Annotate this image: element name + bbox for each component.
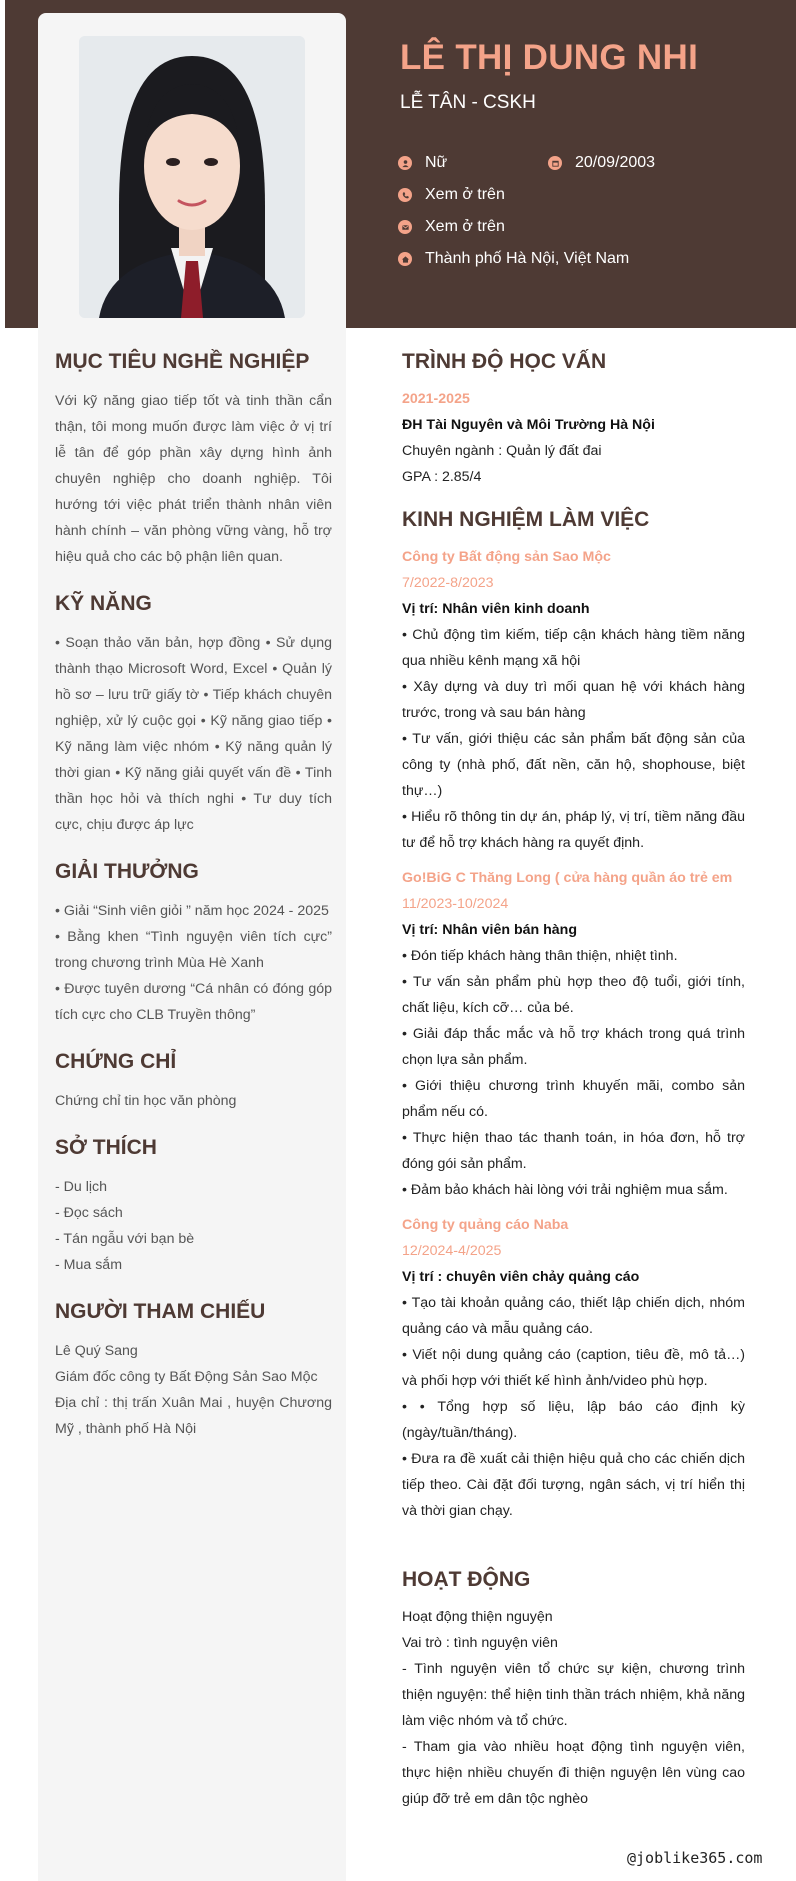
hobby-item: - Mua sắm (55, 1257, 123, 1273)
activity-role: Vai trò : tình nguyện viên (402, 1635, 558, 1651)
job-bullet: • • Tổng hợp số liệu, lập báo cáo định kỳ (ngày/tuần/tháng). (402, 1399, 745, 1441)
job-entry (402, 865, 745, 1203)
award-item: • Được tuyên dương “Cá nhân có đóng góp tích cực cho CLB Truyền thông” (55, 981, 332, 1023)
hobbies-list (55, 1174, 332, 1278)
home-icon (398, 252, 412, 266)
references-title: NGƯỜI THAM CHIẾU (55, 1300, 266, 1323)
hobby-item: - Đọc sách (55, 1205, 123, 1221)
awards-list (55, 898, 332, 1028)
mail-icon (398, 220, 412, 234)
job-bullet: • Viết nội dung quảng cáo (caption, tiêu đề, mô tả…) và phối hợp với thiết kế hình ảnh/video phù hợp. (402, 1347, 745, 1389)
candidate-role: LỄ TÂN - CSKH (400, 92, 536, 113)
activity-name: Hoạt động thiện nguyện (402, 1609, 553, 1625)
hobbies-title: SỞ THÍCH (55, 1136, 157, 1159)
job-period: 12/2024-4/2025 (402, 1243, 502, 1259)
calendar-icon (548, 156, 562, 170)
job-bullet: • Chủ động tìm kiếm, tiếp cận khách hàng tiềm năng qua nhiều kênh mạng xã hội (402, 627, 745, 669)
hobby-item: - Tán ngẫu với bạn bè (55, 1231, 195, 1247)
certificates-title: CHỨNG CHỈ (55, 1050, 177, 1073)
job-entry (402, 1212, 745, 1524)
contact-address (398, 250, 629, 268)
activities-title: HOẠT ĐỘNG (402, 1568, 531, 1591)
job-bullet: • Giới thiệu chương trình khuyến mãi, combo sản phẩm nếu có. (402, 1078, 745, 1120)
activities-block (402, 1604, 745, 1812)
job-position: Vị trí: Nhân viên kinh doanh (402, 601, 590, 617)
contact-gender (398, 154, 447, 172)
contact-birthdate-value: 20/09/2003 (575, 154, 656, 171)
job-bullet: • Đảm bảo khách hài lòng với trải nghiệm mua sắm. (402, 1182, 728, 1198)
job-position: Vị trí : chuyên viên chảy quảng cáo (402, 1269, 640, 1285)
reference-address: Địa chỉ : thị trấn Xuân Mai , huyện Chương Mỹ , thành phố Hà Nội (55, 1395, 332, 1437)
contact-gender-value: Nữ (425, 154, 448, 171)
reference-position: Giám đốc công ty Bất Động Sản Sao Mộc (55, 1369, 318, 1385)
certificates-text: Chứng chỉ tin học văn phòng (55, 1093, 237, 1109)
education-school: ĐH Tài Nguyên và Môi Trường Hà Nội (402, 417, 655, 433)
experience-title: KINH NGHIỆM LÀM VIỆC (402, 508, 650, 531)
contact-birthdate (548, 154, 655, 172)
job-position: Vị trí: Nhân viên bán hàng (402, 922, 577, 938)
job-bullet: • Hiểu rõ thông tin dự án, pháp lý, vị trí, tiềm năng đầu tư để hỗ trợ khách hàng ra quyết định. (402, 809, 745, 851)
award-item: • Giải “Sinh viên giỏi ” năm học 2024 - 2025 (55, 903, 329, 919)
reference-name: Lê Quý Sang (55, 1343, 138, 1359)
skills-text: • Soạn thảo văn bản, hợp đồng • Sử dụng thành thạo Microsoft Word, Excel • Quản lý hồ sơ – lưu trữ giấy tờ • Tiếp khách chuyên nghiệp, xử lý cuộc gọi • Kỹ năng giao tiếp • Kỹ năng làm việc nhóm • Kỹ năng quản lý thời gian • Kỹ năng giải quyết vấn đề • Tinh thần học hỏi và thích nghi • Tư duy tích cực, chịu được áp lực (55, 635, 332, 833)
skills-title: KỸ NĂNG (55, 592, 152, 615)
job-bullet: • Tư vấn, giới thiệu các sản phẩm bất động sản của công ty (nhà phố, đất nền, căn hộ, shophouse, biệt thự…) (402, 731, 745, 799)
job-bullet: • Đưa ra đề xuất cải thiện hiệu quả cho các chiến dịch tiếp theo. Cài đặt đối tượng, ngân sách, vị trí hiển thị và thời gian chạy. (402, 1451, 745, 1519)
contact-phone-value: Xem ở trên (425, 186, 505, 203)
job-entry (402, 544, 745, 856)
awards-title: GIẢI THƯỞNG (55, 860, 199, 883)
candidate-name: LÊ THỊ DUNG NHI (400, 38, 699, 77)
job-company: Công ty Bất động sản Sao Mộc (402, 549, 611, 565)
contact-address-value: Thành phố Hà Nội, Việt Nam (425, 250, 630, 267)
education-period: 2021-2025 (402, 391, 470, 407)
watermark: @joblike365.com (627, 1849, 763, 1867)
activity-item: - Tình nguyện viên tổ chức sự kiện, chương trình thiện nguyện: thể hiện tinh thần trách nhiệm, khả năng làm việc nhóm và tổ chức. (402, 1661, 745, 1729)
job-bullet: • Đón tiếp khách hàng thân thiện, nhiệt tình. (402, 948, 678, 964)
job-company: Go!BiG C Thăng Long ( cửa hàng quần áo trẻ em (402, 870, 733, 886)
objective-title: MỤC TIÊU NGHỀ NGHIỆP (55, 350, 310, 373)
education-gpa: GPA : 2.85/4 (402, 469, 482, 485)
job-bullet: • Thực hiện thao tác thanh toán, in hóa đơn, hỗ trợ đóng gói sản phẩm. (402, 1130, 745, 1172)
references-block (55, 1338, 332, 1442)
award-item: • Bằng khen “Tình nguyện viên tích cực” trong chương trình Mùa Hè Xanh (55, 929, 332, 971)
job-bullet: • Xây dựng và duy trì mối quan hệ với khách hàng trước, trong và sau bán hàng (402, 679, 745, 721)
contact-phone (398, 186, 505, 204)
education-block (402, 386, 745, 490)
activity-item: - Tham gia vào nhiều hoạt động tình nguyện viên, thực hiện nhiều chuyến đi thiện nguyện lên vùng cao giúp đỡ trẻ em dân tộc nghèo (402, 1739, 745, 1807)
job-period: 11/2023-10/2024 (402, 896, 509, 912)
objective-text: Với kỹ năng giao tiếp tốt và tinh thần cẩn thận, tôi mong muốn được làm việc ở vị trí lễ tân để góp phần xây dựng hình ảnh chuyên nghiệp cho doanh nghiệp. Tôi hướng tới việc phát triển thành nhân viên hành chính – văn phòng vững vàng, hỗ trợ hiệu quả cho các bộ phận liên quan. (55, 393, 332, 565)
user-icon (398, 156, 412, 170)
job-bullet: • Giải đáp thắc mắc và hỗ trợ khách trong quá trình chọn lựa sản phẩm. (402, 1026, 745, 1068)
phone-icon (398, 188, 412, 202)
job-bullet: • Tư vấn sản phẩm phù hợp theo độ tuổi, giới tính, chất liệu, kích cỡ… của bé. (402, 974, 745, 1016)
job-company: Công ty quảng cáo Naba (402, 1217, 569, 1233)
contact-email-value: Xem ở trên (425, 218, 505, 235)
education-title: TRÌNH ĐỘ HỌC VẤN (402, 350, 607, 373)
job-period: 7/2022-8/2023 (402, 575, 494, 591)
contact-email (398, 218, 505, 236)
profile-photo (79, 36, 305, 318)
education-major: Chuyên ngành : Quản lý đất đai (402, 443, 602, 459)
job-bullet: • Tạo tài khoản quảng cáo, thiết lập chiến dịch, nhóm quảng cáo và mẫu quảng cáo. (402, 1295, 745, 1337)
hobby-item: - Du lịch (55, 1179, 108, 1195)
